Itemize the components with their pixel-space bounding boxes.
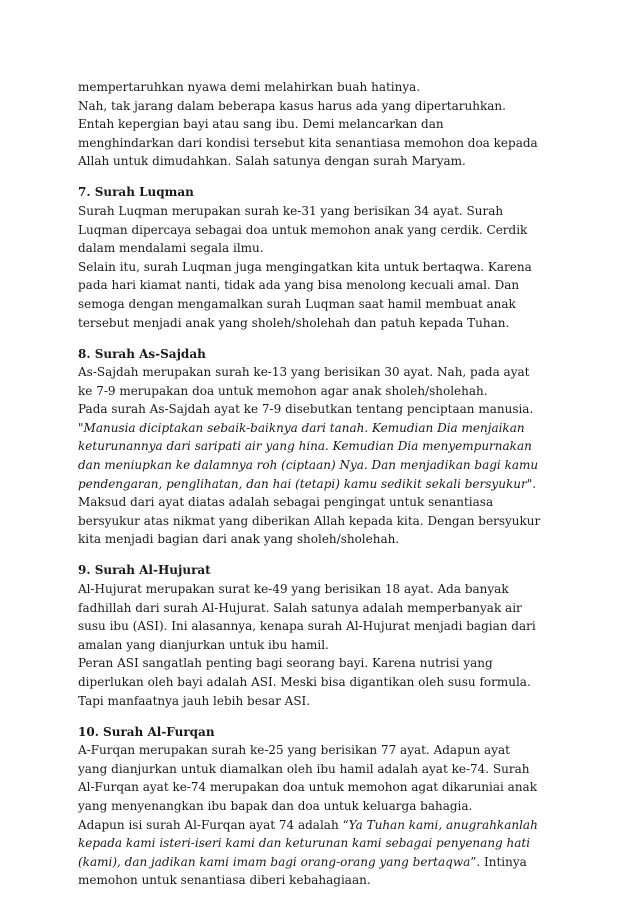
- text-line: yang dianjurkan untuk diamalkan oleh ibu hamil adalah ayat ke-74. Surah: [78, 761, 530, 776]
- text-line: amalan yang dianjurkan untuk ibu hamil.: [78, 637, 329, 652]
- text-line: A-Furqan merupakan surah ke-25 yang berisikan 77 ayat. Adapun ayat: [78, 743, 510, 758]
- section-heading: 10. Surah Al-Furqan: [78, 724, 215, 739]
- text-line: tersebut menjadi anak yang sholeh/sholehah dan patuh kepada Tuhan.: [78, 315, 510, 330]
- text-line: yang menyenangkan ibu bapak dan doa untuk keluarga bahagia.: [78, 798, 473, 813]
- text-line: Luqman dipercaya sebagai doa untuk memohon anak yang cerdik. Cerdik: [78, 222, 528, 237]
- text-line: Al-Furqan ayat ke-74 merupakan doa untuk memohon agat dikaruniai anak: [78, 780, 537, 795]
- text-line: Al-Hujurat merupakan surat ke-49 yang berisikan 18 ayat. Ada banyak: [78, 582, 509, 597]
- section-luqman: [78, 183, 578, 332]
- text-line: diperlukan oleh bayi adalah ASI. Meski bisa digantikan oleh susu formula.: [78, 674, 531, 689]
- text-line: Pada surah As-Sajdah ayat ke 7-9 disebutkan tentang penciptaan manusia.: [78, 402, 534, 417]
- text-line: ke 7-9 merupakan doa untuk memohon agar anak sholeh/sholehah.: [78, 383, 488, 398]
- section-heading: 9. Surah Al-Hujurat: [78, 563, 211, 578]
- document-page: [78, 78, 578, 890]
- text-line: memohon untuk senantiasa diberi kebahagiaan.: [78, 873, 371, 888]
- text-line: fadhillah dari surah Al-Hujurat. Salah satunya adalah memperbanyak air: [78, 600, 522, 615]
- section-heading: 8. Surah As-Sajdah: [78, 346, 206, 361]
- quote-line: (kami), dan jadikan kami imam bagi orang-orang yang bertaqwa”. Intinya: [78, 854, 527, 869]
- section-al-hujurat: [78, 561, 578, 710]
- quote-line: pendengaran, penglihatan, dan hai (tetapi) kamu sedikit sekali bersyukur".: [78, 476, 537, 491]
- text-line: Entah kepergian bayi atau sang ibu. Demi melancarkan dan: [78, 117, 444, 132]
- text-line: menghindarkan dari kondisi tersebut kita senantiasa memohon doa kepada: [78, 135, 538, 150]
- quote-line: kepada kami isteri-iseri kami dan keturunan kami sebagai penyenang hati: [78, 836, 531, 851]
- quote-line: "Manusia diciptakan sebaik-baiknya dari tanah. Kemudian Dia menjaikan: [78, 420, 525, 435]
- text-line: Tapi manfaatnya jauh lebih besar ASI.: [78, 693, 311, 708]
- text-line: As-Sajdah merupakan surah ke-13 yang berisikan 30 ayat. Nah, pada ayat: [78, 365, 530, 380]
- text-line: semoga dengan mengamalkan surah Luqman saat hamil membuat anak: [78, 296, 516, 311]
- text-line: Selain itu, surah Luqman juga mengingatkan kita untuk bertaqwa. Karena: [78, 259, 532, 274]
- intro-paragraph: [78, 78, 578, 171]
- section-al-furqan: [78, 723, 578, 890]
- quote-line: Adapun isi surah Al-Furqan ayat 74 adalah “Ya Tuhan kami, anugrahkanlah: [78, 817, 538, 832]
- quote-line: dan meniupkan ke dalamnya roh (ciptaan) Nya. Dan menjadikan bagi kamu: [78, 458, 539, 473]
- text-line: dalam mendalami segala ilmu.: [78, 241, 264, 256]
- text-line: Nah, tak jarang dalam beberapa kasus harus ada yang dipertaruhkan.: [78, 98, 506, 113]
- text-line: bersyukur atas nikmat yang diberikan Allah kepada kita. Dengan bersyukur: [78, 513, 541, 528]
- text-line: susu ibu (ASI). Ini alasannya, kenapa surah Al-Hujurat menjadi bagian dari: [78, 619, 536, 634]
- text-line: Peran ASI sangatlah penting bagi seorang bayi. Karena nutrisi yang: [78, 656, 493, 671]
- text-line: Surah Luqman merupakan surah ke-31 yang berisikan 34 ayat. Surah: [78, 203, 504, 218]
- text-line: mempertaruhkan nyawa demi melahirkan buah hatinya.: [78, 80, 421, 94]
- text-line: Maksud dari ayat diatas adalah sebagai pengingat untuk senantiasa: [78, 495, 494, 510]
- section-heading: 7. Surah Luqman: [78, 185, 194, 200]
- text-line: Allah untuk dimudahkan. Salah satunya dengan surah Maryam.: [78, 154, 466, 169]
- section-as-sajdah: [78, 345, 578, 550]
- quote-line: keturunannya dari saripati air yang hina. Kemudian Dia menyempurnakan: [78, 439, 532, 454]
- text-line: pada hari kiamat nanti, tidak ada yang bisa menolong kecuali amal. Dan: [78, 278, 520, 293]
- text-line: kita menjadi bagian dari anak yang sholeh/sholehah.: [78, 532, 400, 547]
